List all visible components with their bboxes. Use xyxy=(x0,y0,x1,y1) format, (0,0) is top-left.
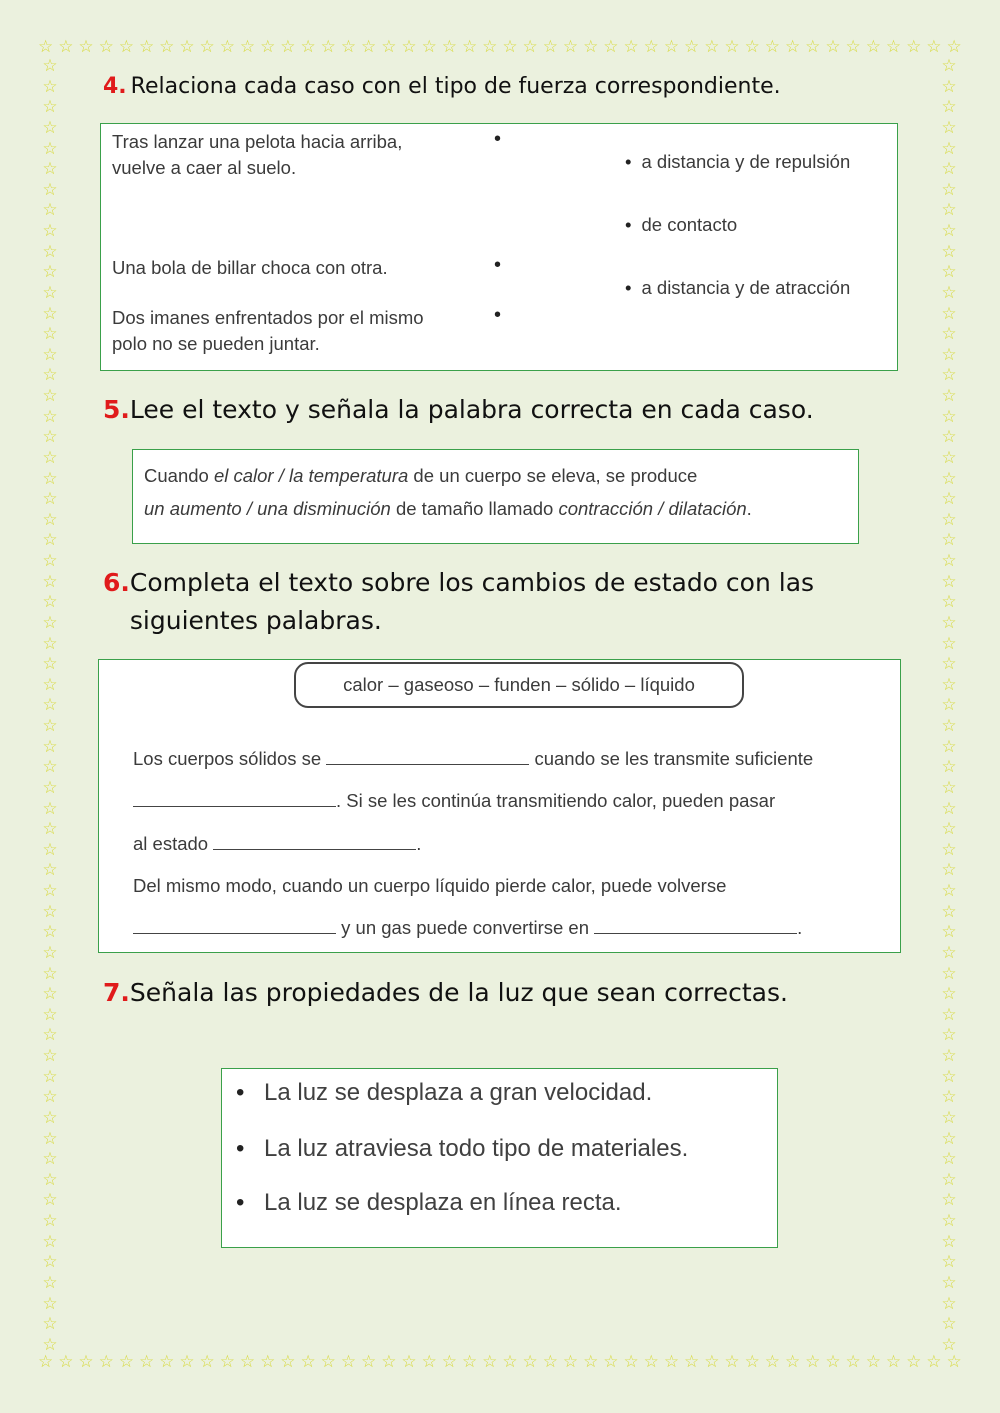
right-star-icon: ☆ xyxy=(941,695,957,716)
right-star-icon: ☆ xyxy=(941,56,957,76)
bottom-star-icon: ☆ xyxy=(159,1351,175,1372)
left-star-icon: ☆ xyxy=(42,551,58,571)
top-star-icon: ☆ xyxy=(441,36,457,57)
right-star-icon: ☆ xyxy=(941,97,957,118)
bottom-star-icon: ☆ xyxy=(623,1351,639,1372)
left-star-icon: ☆ xyxy=(42,1252,58,1273)
left-star-icon: ☆ xyxy=(42,241,58,262)
right-star-icon: ☆ xyxy=(941,138,957,159)
top-star-icon: ☆ xyxy=(583,36,599,57)
left-star-icon: ☆ xyxy=(42,592,58,613)
q4-option-1[interactable]: • a distancia y de repulsión xyxy=(625,151,851,172)
top-star-icon: ☆ xyxy=(663,36,680,57)
right-star-icon: ☆ xyxy=(941,324,957,345)
bottom-star-icon: ☆ xyxy=(603,1351,619,1372)
top-star-icon: ☆ xyxy=(906,36,922,57)
right-star-icon: ☆ xyxy=(941,1231,957,1252)
q4-option-3[interactable]: • a distancia y de atracción xyxy=(625,277,851,298)
top-star-icon: ☆ xyxy=(946,36,962,57)
q4-option-2-dot: • xyxy=(625,214,632,235)
bottom-star-icon: ☆ xyxy=(744,1351,760,1372)
bottom-star-icon: ☆ xyxy=(340,1351,357,1372)
right-star-icon: ☆ xyxy=(941,117,957,138)
right-star-icon: ☆ xyxy=(941,1107,957,1128)
right-star-icon: ☆ xyxy=(941,282,957,303)
q5-choice-calor-temperatura[interactable]: el calor / la temperatura xyxy=(213,465,409,486)
q4-title xyxy=(103,68,781,106)
left-star-icon: ☆ xyxy=(42,344,58,365)
bottom-star-icon: ☆ xyxy=(724,1351,740,1372)
top-star-icon: ☆ xyxy=(280,36,296,57)
q6-line-1: Los cuerpos sólidos se cuando se les transmite suficiente xyxy=(133,748,814,769)
top-star-icon: ☆ xyxy=(502,36,518,57)
left-star-icon: ☆ xyxy=(42,1128,58,1149)
q5-choice-aumento-disminucion[interactable]: un aumento / una disminución xyxy=(144,498,391,519)
right-star-icon: ☆ xyxy=(941,757,957,778)
bottom-star-icon: ☆ xyxy=(300,1351,316,1372)
right-star-icon: ☆ xyxy=(941,447,957,468)
right-star-icon: ☆ xyxy=(941,344,957,365)
left-star-icon: ☆ xyxy=(42,984,58,1005)
top-star-icon: ☆ xyxy=(764,36,780,57)
q6-line-5: y un gas puede convertirse en . xyxy=(133,915,802,941)
bottom-star-icon: ☆ xyxy=(219,1351,235,1372)
q5-line-1: Cuando el calor / la temperatura de un cuerpo se eleva, se produce xyxy=(144,465,698,486)
left-star-icon: ☆ xyxy=(42,200,58,221)
top-star-icon: ☆ xyxy=(361,36,377,57)
right-star-icon: ☆ xyxy=(941,654,957,675)
right-star-icon: ☆ xyxy=(941,674,957,695)
bottom-star-icon: ☆ xyxy=(522,1351,538,1372)
q4-option-1-dot: • xyxy=(625,151,632,172)
right-star-icon: ☆ xyxy=(941,1046,957,1066)
bottom-star-icon: ☆ xyxy=(643,1351,659,1372)
bottom-star-icon: ☆ xyxy=(260,1351,276,1372)
right-star-icon: ☆ xyxy=(941,1293,957,1314)
right-star-icon: ☆ xyxy=(941,221,957,241)
left-star-icon: ☆ xyxy=(42,1314,58,1335)
q4-case-2: Una bola de billar choca con otra. xyxy=(112,257,388,278)
q6-line-4: Del mismo modo, cuando un cuerpo líquido pierde calor, puede volverse xyxy=(133,875,727,896)
right-star-icon: ☆ xyxy=(941,942,957,963)
top-star-icon: ☆ xyxy=(138,36,155,57)
left-star-icon: ☆ xyxy=(42,76,58,97)
top-star-icon: ☆ xyxy=(300,36,316,57)
star-border-left xyxy=(40,58,60,1354)
q6-blank-3[interactable] xyxy=(213,831,416,850)
right-star-icon: ☆ xyxy=(941,1128,957,1149)
top-star-icon: ☆ xyxy=(542,36,558,57)
left-star-icon: ☆ xyxy=(42,282,58,303)
left-star-icon: ☆ xyxy=(42,1107,58,1128)
bottom-star-icon: ☆ xyxy=(38,1351,54,1372)
top-star-icon: ☆ xyxy=(845,36,861,57)
left-star-icon: ☆ xyxy=(42,1169,58,1190)
left-star-icon: ☆ xyxy=(42,179,58,200)
q6-number: 6. xyxy=(103,568,130,597)
q6-box xyxy=(98,659,901,953)
q6-blank-4[interactable] xyxy=(133,915,336,934)
top-star-icon: ☆ xyxy=(421,36,437,57)
left-star-icon: ☆ xyxy=(42,138,58,159)
q6-blank-1[interactable] xyxy=(326,746,529,765)
left-star-icon: ☆ xyxy=(42,1231,58,1252)
left-star-icon: ☆ xyxy=(42,406,58,427)
q6-title xyxy=(103,564,814,640)
right-star-icon: ☆ xyxy=(941,736,957,757)
right-star-icon: ☆ xyxy=(941,406,957,427)
top-star-icon: ☆ xyxy=(744,36,760,57)
bottom-star-icon: ☆ xyxy=(401,1351,417,1372)
left-star-icon: ☆ xyxy=(42,716,58,736)
left-star-icon: ☆ xyxy=(42,612,58,633)
left-star-icon: ☆ xyxy=(42,654,58,675)
bottom-star-icon: ☆ xyxy=(663,1351,680,1372)
bottom-star-icon: ☆ xyxy=(583,1351,599,1372)
right-star-icon: ☆ xyxy=(941,1211,957,1231)
q5-line-2: un aumento / una disminución de tamaño llamado contracción / dilatación. xyxy=(144,498,752,519)
left-star-icon: ☆ xyxy=(42,365,58,386)
bottom-star-icon: ☆ xyxy=(461,1351,478,1372)
bottom-star-icon: ☆ xyxy=(542,1351,558,1372)
bottom-star-icon: ☆ xyxy=(78,1351,94,1372)
left-star-icon: ☆ xyxy=(42,97,58,118)
q4-option-3-dot: • xyxy=(625,277,632,298)
bottom-star-icon: ☆ xyxy=(482,1351,498,1372)
q7-item-2[interactable]: • La luz atraviesa todo tipo de materiales. xyxy=(236,1135,689,1162)
q5-choice-contraccion-dilatacion[interactable]: contracción / dilatación xyxy=(558,498,747,519)
star-border-top xyxy=(38,37,962,57)
right-star-icon: ☆ xyxy=(941,489,957,510)
top-star-icon: ☆ xyxy=(784,36,801,57)
top-star-icon: ☆ xyxy=(522,36,538,57)
right-star-icon: ☆ xyxy=(941,1190,957,1211)
left-star-icon: ☆ xyxy=(42,386,58,406)
right-star-icon: ☆ xyxy=(941,1314,957,1335)
left-star-icon: ☆ xyxy=(42,881,58,901)
bottom-star-icon: ☆ xyxy=(562,1351,579,1372)
left-star-icon: ☆ xyxy=(42,1293,58,1314)
bottom-star-icon: ☆ xyxy=(946,1351,962,1372)
q6-word-bank: calor – gaseoso – funden – sólido – líquido xyxy=(294,662,744,708)
right-star-icon: ☆ xyxy=(941,901,957,922)
right-star-icon: ☆ xyxy=(941,386,957,406)
left-star-icon: ☆ xyxy=(42,447,58,468)
bottom-star-icon: ☆ xyxy=(865,1351,881,1372)
top-star-icon: ☆ xyxy=(562,36,579,57)
right-star-icon: ☆ xyxy=(941,612,957,633)
top-star-icon: ☆ xyxy=(603,36,619,57)
top-star-icon: ☆ xyxy=(623,36,639,57)
bottom-star-icon: ☆ xyxy=(784,1351,801,1372)
top-star-icon: ☆ xyxy=(340,36,357,57)
bottom-star-icon: ☆ xyxy=(441,1351,457,1372)
right-star-icon: ☆ xyxy=(941,798,957,819)
left-star-icon: ☆ xyxy=(42,819,58,840)
left-star-icon: ☆ xyxy=(42,695,58,716)
left-star-icon: ☆ xyxy=(42,489,58,510)
top-star-icon: ☆ xyxy=(320,36,336,57)
right-star-icon: ☆ xyxy=(941,303,957,324)
right-star-icon: ☆ xyxy=(941,1149,957,1170)
bottom-star-icon: ☆ xyxy=(361,1351,377,1372)
bottom-star-icon: ☆ xyxy=(98,1351,114,1372)
top-star-icon: ☆ xyxy=(239,36,256,57)
right-star-icon: ☆ xyxy=(941,262,957,283)
top-star-icon: ☆ xyxy=(78,36,94,57)
left-star-icon: ☆ xyxy=(42,1272,58,1293)
bottom-star-icon: ☆ xyxy=(885,1351,902,1372)
q5-title xyxy=(103,391,814,429)
q4-option-2[interactable]: • de contacto xyxy=(625,214,738,235)
top-star-icon: ☆ xyxy=(724,36,740,57)
left-star-icon: ☆ xyxy=(42,1149,58,1170)
left-star-icon: ☆ xyxy=(42,1025,58,1046)
q7-title xyxy=(103,974,788,1012)
q4-case-2-dot[interactable]: • xyxy=(494,254,502,276)
left-star-icon: ☆ xyxy=(42,571,58,592)
left-star-icon: ☆ xyxy=(42,427,58,448)
left-star-icon: ☆ xyxy=(42,757,58,778)
top-star-icon: ☆ xyxy=(704,36,720,57)
left-star-icon: ☆ xyxy=(42,798,58,819)
right-star-icon: ☆ xyxy=(941,571,957,592)
q4-case-3: Dos imanes enfrentados por el mismo polo no se pueden juntar. xyxy=(112,307,424,354)
right-star-icon: ☆ xyxy=(941,468,957,489)
q6-blank-5[interactable] xyxy=(594,915,797,934)
right-star-icon: ☆ xyxy=(941,881,957,901)
left-star-icon: ☆ xyxy=(42,324,58,345)
left-star-icon: ☆ xyxy=(42,963,58,984)
right-star-icon: ☆ xyxy=(941,1004,957,1025)
left-star-icon: ☆ xyxy=(42,1046,58,1066)
left-star-icon: ☆ xyxy=(42,159,58,180)
right-star-icon: ☆ xyxy=(941,551,957,571)
right-star-icon: ☆ xyxy=(941,509,957,530)
left-star-icon: ☆ xyxy=(42,736,58,757)
right-star-icon: ☆ xyxy=(941,922,957,943)
star-border-right xyxy=(939,58,959,1354)
left-star-icon: ☆ xyxy=(42,674,58,695)
right-star-icon: ☆ xyxy=(941,365,957,386)
right-star-icon: ☆ xyxy=(941,1334,957,1355)
q7-item-1[interactable]: • La luz se desplaza a gran velocidad. xyxy=(236,1079,653,1106)
q4-case-1-dot[interactable]: • xyxy=(494,128,502,150)
top-star-icon: ☆ xyxy=(926,36,942,57)
right-star-icon: ☆ xyxy=(941,1272,957,1293)
left-star-icon: ☆ xyxy=(42,303,58,324)
bottom-star-icon: ☆ xyxy=(421,1351,437,1372)
q4-number: 4. xyxy=(103,74,127,99)
right-star-icon: ☆ xyxy=(941,860,957,881)
right-star-icon: ☆ xyxy=(941,716,957,736)
left-star-icon: ☆ xyxy=(42,262,58,283)
top-star-icon: ☆ xyxy=(482,36,498,57)
right-star-icon: ☆ xyxy=(941,1169,957,1190)
left-star-icon: ☆ xyxy=(42,839,58,860)
right-star-icon: ☆ xyxy=(941,1066,957,1087)
top-star-icon: ☆ xyxy=(461,36,478,57)
bottom-star-icon: ☆ xyxy=(926,1351,942,1372)
top-star-icon: ☆ xyxy=(98,36,114,57)
left-star-icon: ☆ xyxy=(42,1004,58,1025)
q5-box xyxy=(132,449,859,544)
right-star-icon: ☆ xyxy=(941,633,957,654)
bottom-star-icon: ☆ xyxy=(764,1351,780,1372)
q7-number: 7. xyxy=(103,978,130,1007)
bottom-star-icon: ☆ xyxy=(381,1351,397,1372)
bottom-star-icon: ☆ xyxy=(502,1351,518,1372)
left-star-icon: ☆ xyxy=(42,509,58,530)
bottom-star-icon: ☆ xyxy=(280,1351,296,1372)
top-star-icon: ☆ xyxy=(805,36,821,57)
top-star-icon: ☆ xyxy=(381,36,397,57)
q4-case-1: Tras lanzar una pelota hacia arriba, vuelve a caer al suelo. xyxy=(112,131,403,178)
right-star-icon: ☆ xyxy=(941,159,957,180)
top-star-icon: ☆ xyxy=(38,36,54,57)
right-star-icon: ☆ xyxy=(941,1087,957,1108)
left-star-icon: ☆ xyxy=(42,221,58,241)
right-star-icon: ☆ xyxy=(941,819,957,840)
left-star-icon: ☆ xyxy=(42,777,58,798)
top-star-icon: ☆ xyxy=(219,36,235,57)
q4-box xyxy=(100,123,898,371)
left-star-icon: ☆ xyxy=(42,468,58,489)
top-star-icon: ☆ xyxy=(885,36,902,57)
top-star-icon: ☆ xyxy=(58,36,74,57)
right-star-icon: ☆ xyxy=(941,1252,957,1273)
right-star-icon: ☆ xyxy=(941,592,957,613)
top-star-icon: ☆ xyxy=(260,36,276,57)
left-star-icon: ☆ xyxy=(42,942,58,963)
top-star-icon: ☆ xyxy=(118,36,134,57)
q6-title-line-2: siguientes palabras. xyxy=(129,606,382,635)
right-star-icon: ☆ xyxy=(941,839,957,860)
left-star-icon: ☆ xyxy=(42,1066,58,1087)
top-star-icon: ☆ xyxy=(159,36,175,57)
left-star-icon: ☆ xyxy=(42,530,58,551)
q7-box xyxy=(221,1068,778,1248)
bottom-star-icon: ☆ xyxy=(199,1351,215,1372)
right-star-icon: ☆ xyxy=(941,963,957,984)
right-star-icon: ☆ xyxy=(941,76,957,97)
top-star-icon: ☆ xyxy=(643,36,659,57)
q6-line-2: . Si se les continúa transmitiendo calor, pueden pasar xyxy=(133,788,775,814)
right-star-icon: ☆ xyxy=(941,530,957,551)
q5-title-text: Lee el texto y señala la palabra correcta en cada caso. xyxy=(129,395,814,424)
q7-title-text: Señala las propiedades de la luz que sean correctas. xyxy=(129,978,788,1007)
bottom-star-icon: ☆ xyxy=(138,1351,155,1372)
bottom-star-icon: ☆ xyxy=(825,1351,841,1372)
bottom-star-icon: ☆ xyxy=(320,1351,336,1372)
left-star-icon: ☆ xyxy=(42,860,58,881)
left-star-icon: ☆ xyxy=(42,633,58,654)
bottom-star-icon: ☆ xyxy=(845,1351,861,1372)
q6-line-3: al estado . xyxy=(133,833,422,854)
bottom-star-icon: ☆ xyxy=(684,1351,700,1372)
right-star-icon: ☆ xyxy=(941,241,957,262)
top-star-icon: ☆ xyxy=(199,36,215,57)
bottom-star-icon: ☆ xyxy=(906,1351,922,1372)
left-star-icon: ☆ xyxy=(42,901,58,922)
bottom-star-icon: ☆ xyxy=(239,1351,256,1372)
left-star-icon: ☆ xyxy=(42,56,58,76)
q4-case-3-dot[interactable]: • xyxy=(494,304,502,326)
top-star-icon: ☆ xyxy=(865,36,881,57)
right-star-icon: ☆ xyxy=(941,984,957,1005)
left-star-icon: ☆ xyxy=(42,1190,58,1211)
bottom-star-icon: ☆ xyxy=(704,1351,720,1372)
right-star-icon: ☆ xyxy=(941,427,957,448)
left-star-icon: ☆ xyxy=(42,1087,58,1108)
right-star-icon: ☆ xyxy=(941,200,957,221)
top-star-icon: ☆ xyxy=(825,36,841,57)
top-star-icon: ☆ xyxy=(401,36,417,57)
top-star-icon: ☆ xyxy=(684,36,700,57)
top-star-icon: ☆ xyxy=(179,36,195,57)
bottom-star-icon: ☆ xyxy=(179,1351,195,1372)
q7-item-3[interactable]: • La luz se desplaza en línea recta. xyxy=(236,1189,622,1216)
left-star-icon: ☆ xyxy=(42,1334,58,1355)
bottom-star-icon: ☆ xyxy=(118,1351,134,1372)
q5-number: 5. xyxy=(103,395,130,424)
star-border-bottom xyxy=(38,1352,962,1372)
right-star-icon: ☆ xyxy=(941,1025,957,1046)
left-star-icon: ☆ xyxy=(42,117,58,138)
q4-title-text: Relaciona cada caso con el tipo de fuerza correspondiente. xyxy=(130,74,781,99)
bottom-star-icon: ☆ xyxy=(58,1351,74,1372)
bottom-star-icon: ☆ xyxy=(805,1351,821,1372)
right-star-icon: ☆ xyxy=(941,777,957,798)
left-star-icon: ☆ xyxy=(42,922,58,943)
left-star-icon: ☆ xyxy=(42,1211,58,1231)
q6-blank-2[interactable] xyxy=(133,788,336,807)
right-star-icon: ☆ xyxy=(941,179,957,200)
q6-title-line-1: Completa el texto sobre los cambios de estado con las xyxy=(129,568,815,597)
